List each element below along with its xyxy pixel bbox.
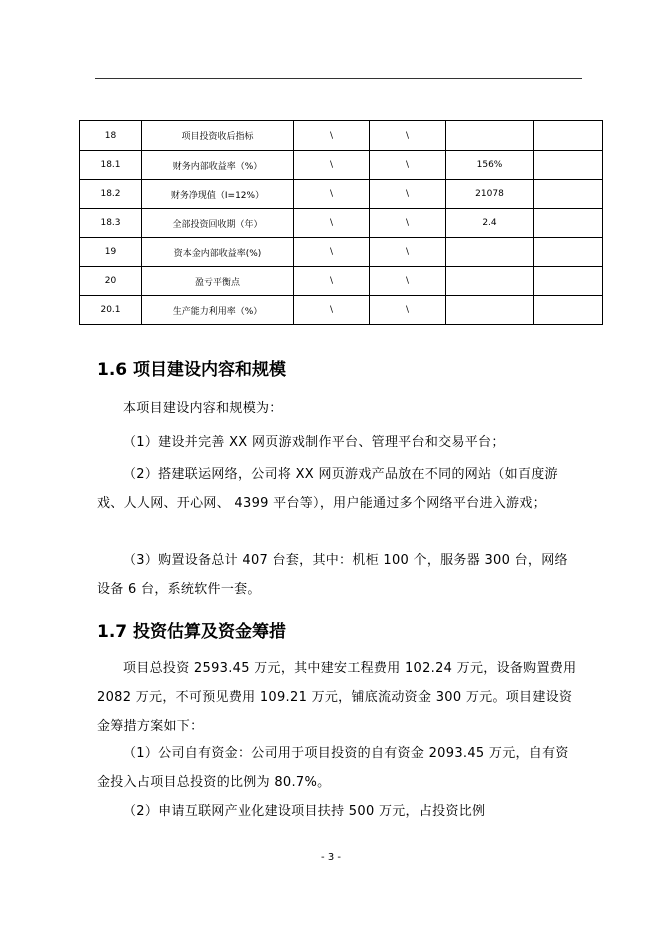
table-cell: 18.1 <box>80 151 142 180</box>
table-row <box>80 180 603 209</box>
section-1-7-para-1: 项目总投资 2593.45 万元，其中建安工程费用 102.24 万元，设备购置费用 2082 万元，不可预见费用 109.21 万元，铺底流动资金 300 万元。项目建设资金筹措方案如下： <box>97 661 577 734</box>
page-number: - 3 - <box>321 852 341 863</box>
section-1-6-intro: 本项目建设内容和规模为： <box>123 401 283 416</box>
table-cell <box>446 267 534 296</box>
table-cell: 20 <box>80 267 142 296</box>
table-row <box>80 209 603 238</box>
table-cell <box>534 209 603 238</box>
table-cell <box>534 238 603 267</box>
table-cell <box>534 267 603 296</box>
section-heading-1-6: 1.6 项目建设内容和规模 <box>97 360 287 380</box>
table-row <box>80 121 603 151</box>
table-cell: 财务内部收益率（%） <box>142 151 294 180</box>
table-cell: \ <box>294 296 370 325</box>
table-cell: \ <box>294 209 370 238</box>
table-cell: 生产能力利用率（%） <box>142 296 294 325</box>
section-heading-1-7: 1.7 投资估算及资金筹措 <box>97 622 287 642</box>
table-cell <box>446 238 534 267</box>
section-1-6-item-3: （3）购置设备总计 407 台套，其中：机柜 100 个，服务器 300 台，网络设备 6 台，系统软件一套。 <box>97 553 568 597</box>
table-cell: 盈亏平衡点 <box>142 267 294 296</box>
table-cell: 18.2 <box>80 180 142 209</box>
table-cell: \ <box>370 238 446 267</box>
table-cell: \ <box>370 267 446 296</box>
table-cell: \ <box>370 151 446 180</box>
table-cell: 财务净现值（I=12%） <box>142 180 294 209</box>
section-1-7-item-1: （1）公司自有资金：公司用于项目投资的自有资金 2093.45 万元，自有资金投入占项目总投资的比例为 80.7%。 <box>97 746 569 790</box>
table-cell: \ <box>294 151 370 180</box>
table-cell <box>534 180 603 209</box>
section-1-6-item-2: （2）搭建联运网络，公司将 XX 网页游戏产品放在不同的网站（如百度游戏、人人网、开心网、 4399 平台等），用户能通过多个网络平台进入游戏； <box>97 467 558 511</box>
section-1-7-item-2: （2）申请互联网产业化建设项目扶持 500 万元，占投资比例 <box>123 804 486 819</box>
table-row <box>80 296 603 325</box>
section-1-6-item-1: （1）建设并完善 XX 网页游戏制作平台、管理平台和交易平台； <box>123 435 505 450</box>
table-cell: 21078 <box>446 180 534 209</box>
table-cell: 项目投资收后指标 <box>142 121 294 151</box>
table-cell: \ <box>370 121 446 151</box>
table-cell <box>534 151 603 180</box>
table-cell: 资本金内部收益率(%) <box>142 238 294 267</box>
table-row <box>80 151 603 180</box>
table-row <box>80 267 603 296</box>
table-cell <box>446 296 534 325</box>
table-cell: \ <box>370 296 446 325</box>
table-cell <box>534 296 603 325</box>
table-cell: \ <box>370 180 446 209</box>
table-cell: \ <box>294 121 370 151</box>
header-rule <box>95 78 582 79</box>
table-cell: 20.1 <box>80 296 142 325</box>
table-cell: \ <box>294 180 370 209</box>
table-cell: 全部投资回收期（年） <box>142 209 294 238</box>
table-cell: \ <box>294 238 370 267</box>
table-cell: 19 <box>80 238 142 267</box>
table-cell: 2.4 <box>446 209 534 238</box>
table-cell: \ <box>370 209 446 238</box>
table-cell: 156% <box>446 151 534 180</box>
table-row <box>80 238 603 267</box>
table-cell <box>446 121 534 151</box>
table-cell: 18 <box>80 121 142 151</box>
table-cell <box>534 121 603 151</box>
investment-metrics-table <box>79 120 603 325</box>
table-cell: \ <box>294 267 370 296</box>
table-cell: 18.3 <box>80 209 142 238</box>
